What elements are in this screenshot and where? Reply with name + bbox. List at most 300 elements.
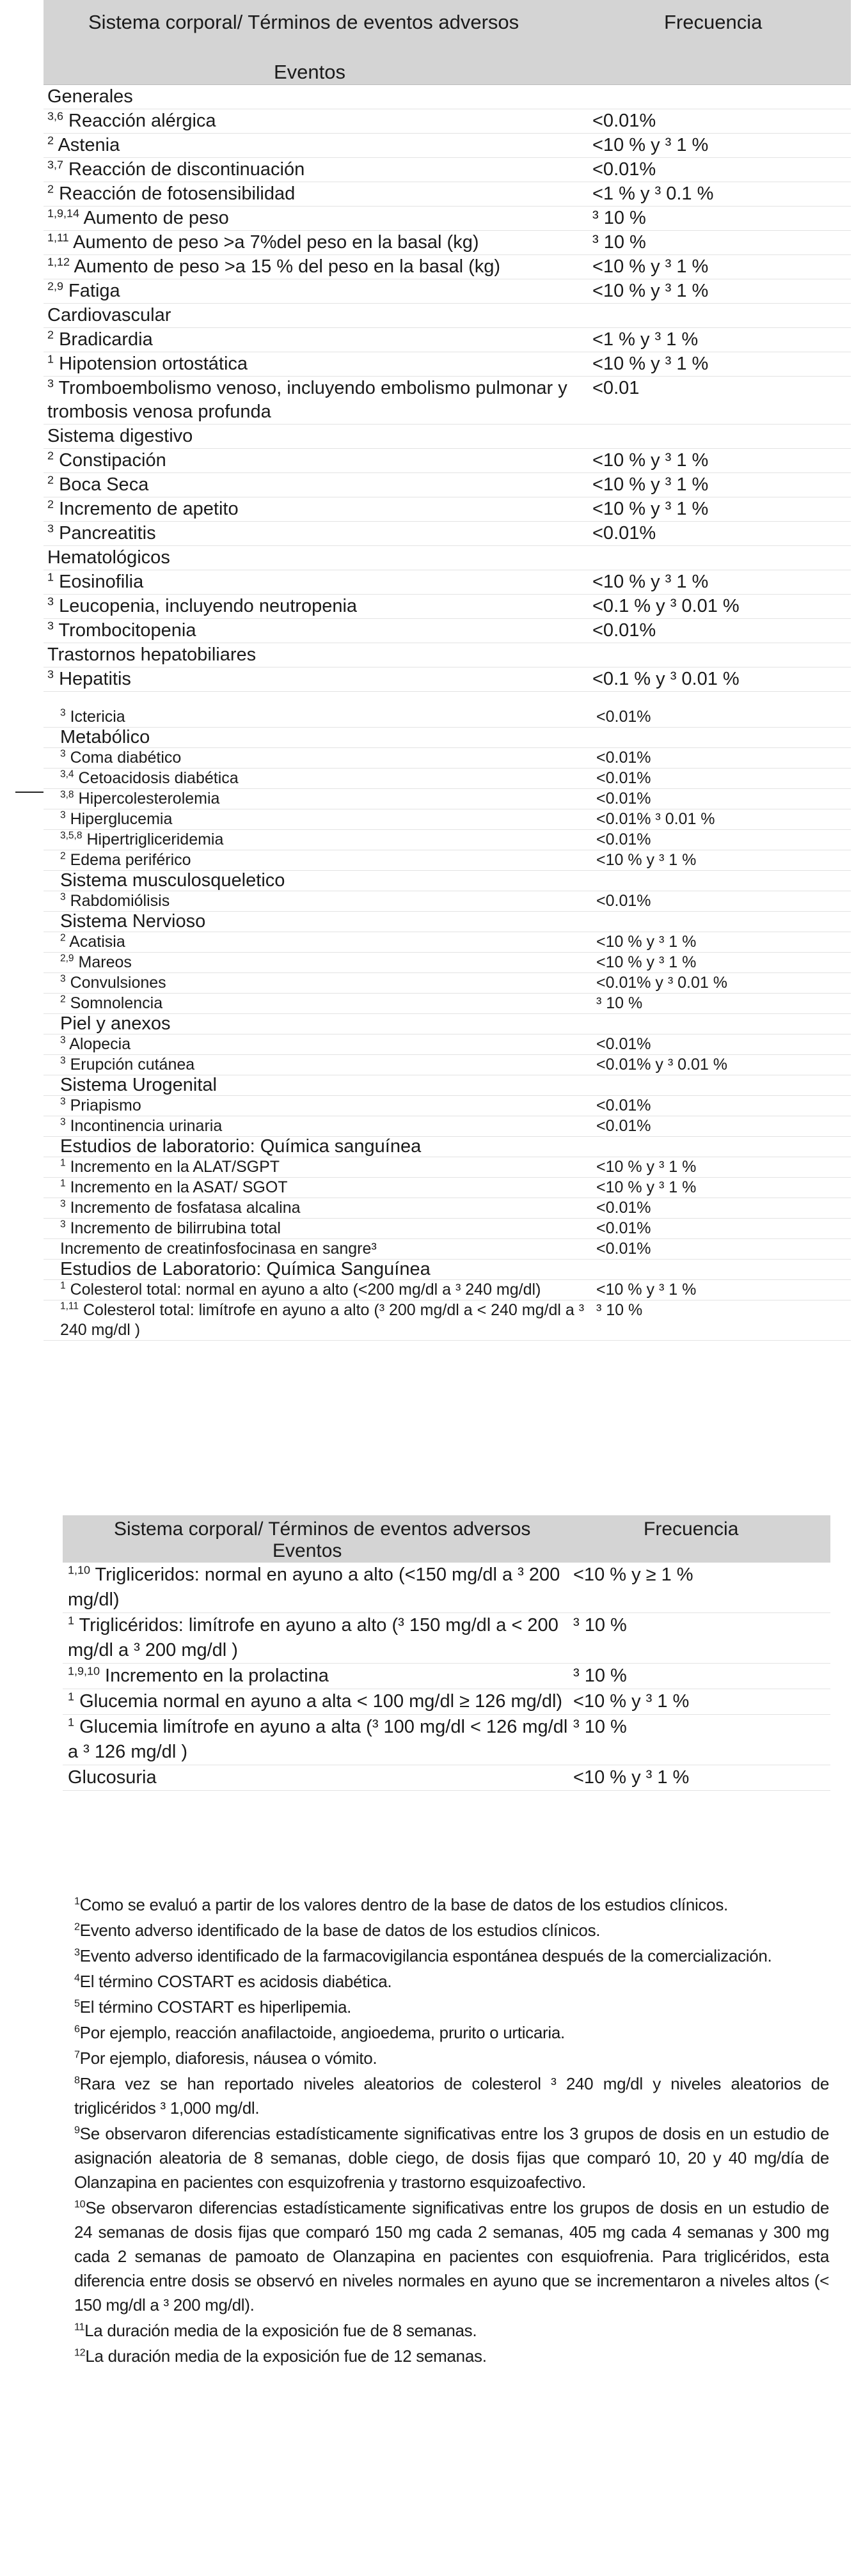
footnote-text: La duración media de la exposición fue de 8 semanas. (84, 2321, 477, 2340)
term-label: Bradicardia (59, 329, 153, 350)
term-label: Alopecia (69, 1035, 131, 1053)
footnote-ref: 3 (60, 809, 66, 821)
footnote-text: Por ejemplo, reacción anafilactoide, angioedema, prurito o urticaria. (79, 2023, 565, 2042)
footnote-ref: 1,11 (60, 1300, 79, 1312)
term-label: Constipación (59, 450, 166, 471)
table-row (44, 973, 851, 994)
event-term (44, 255, 589, 279)
frequency-value: ³ 10 % (573, 1717, 627, 1737)
section-heading (44, 912, 592, 932)
frequency-value: <1 % y ³ 0.1 % (592, 183, 714, 204)
term-label: Convulsiones (70, 974, 166, 992)
term-label: Glucemia normal en ayuno a alta < 100 mg/dl ≥ 126 mg/dl) (79, 1691, 563, 1712)
header-body-system: Sistema corporal/ Términos de eventos adversos (114, 1518, 531, 1540)
event-term (44, 352, 589, 376)
table-row (44, 1055, 851, 1075)
frequency-value: <10 % y ³ 1 % (596, 1178, 697, 1196)
footnote-text: Por ejemplo, diaforesis, náusea o vómito. (79, 2049, 377, 2068)
footnote-ref: 2 (60, 994, 66, 1005)
event-term (63, 1715, 569, 1765)
footnote-ref: 3,6 (47, 109, 63, 123)
table-row (44, 1034, 851, 1055)
event-term (44, 748, 592, 768)
event-term (44, 973, 592, 993)
term-label: Astenia (58, 135, 120, 155)
frequency-value: <0.01 (592, 378, 640, 398)
table-row (44, 789, 851, 809)
table-header (44, 0, 851, 85)
footnote (74, 2344, 829, 2368)
term-label: Mareos (78, 953, 132, 971)
section-heading (44, 1014, 592, 1034)
frequency-value: <0.01% (592, 159, 656, 180)
event-term (44, 279, 589, 303)
table-row (44, 830, 851, 850)
term-label: Edema periférico (70, 851, 191, 869)
footnote-number: 9 (74, 2124, 80, 2136)
footnote (74, 2196, 829, 2317)
event-term (63, 1689, 569, 1714)
section-heading-row (44, 1260, 851, 1280)
footnote-number: 7 (74, 2049, 80, 2061)
frequency-value: <0.01% y ³ 0.01 % (596, 1056, 727, 1073)
table-row (44, 748, 851, 769)
footnote-ref: 3 (47, 667, 54, 681)
footnote-ref: 1 (68, 1614, 74, 1627)
section-heading (44, 728, 592, 747)
frequency-value: <0.01% (596, 1035, 651, 1053)
frequency-value: <0.01% (596, 1097, 651, 1114)
term-label: Triglicéridos: limítrofe en ayuno a alto (³ 150 mg/dl a < 200 mg/dl a ³ 200 mg/dl ) (68, 1615, 558, 1660)
term-label: Aumento de peso >a 15 % del peso en la basal (kg) (74, 256, 501, 277)
footnote-text: Rara vez se han reportado niveles aleatorios de colesterol ³ 240 mg/dl y niveles aleatorios de triglicéridos ³ 1,000 mg/dl. (74, 2074, 829, 2118)
table-row (44, 207, 851, 231)
footnote-ref: 3 (47, 595, 54, 608)
footnote-ref: 2,9 (60, 953, 74, 964)
footnote-ref: 2 (47, 473, 54, 487)
section-heading-row (44, 425, 851, 449)
term-label: Reacción de discontinuación (68, 159, 305, 180)
term-label: Aumento de peso (83, 208, 229, 228)
term-label: Incremento de apetito (59, 499, 239, 519)
frequency-value: <10 % y ³ 1 % (592, 256, 709, 277)
term-label: Hipotension ortostática (59, 354, 248, 374)
footnote-text: Como se evaluó a partir de los valores dentro de la base de datos de los estudios clínicos. (79, 1895, 728, 1914)
frequency-value: <0.01% (596, 892, 651, 910)
event-term (44, 830, 592, 850)
event-term (44, 182, 589, 206)
adverse-events-table-2 (63, 1515, 830, 1791)
table-row (44, 328, 851, 352)
footnote-ref: 3,8 (60, 789, 74, 800)
table-row (44, 570, 851, 595)
term-label: Erupción cutánea (70, 1056, 195, 1073)
event-term (44, 1300, 592, 1340)
table-row (44, 279, 851, 304)
footnote-ref: 3,5,8 (60, 830, 83, 841)
event-term (44, 134, 589, 157)
table-body-continued (44, 707, 851, 1341)
section-heading-row (44, 85, 851, 109)
footnote-ref: 3 (60, 1055, 66, 1066)
frequency-value (589, 304, 851, 327)
frequency-value: <0.01% (596, 1199, 651, 1217)
frequency-value: <0.01% (596, 790, 651, 808)
footnote (74, 1969, 829, 1994)
footnote-number: 3 (74, 1946, 80, 1958)
footnote-ref: 3 (60, 748, 66, 760)
footnote-ref: 3 (60, 1096, 66, 1107)
footnote-number: 11 (74, 2321, 85, 2333)
frequency-value: <0.01% (596, 1117, 651, 1135)
frequency-value: ³ 10 % (592, 232, 646, 253)
term-label: Reacción de fotosensibilidad (59, 183, 296, 204)
term-label: Piel y anexos (60, 1013, 171, 1034)
event-term (44, 953, 592, 972)
frequency-value: ³ 10 % (596, 994, 643, 1012)
frequency-value (589, 85, 851, 109)
table-row (44, 497, 851, 522)
frequency-value (592, 1260, 851, 1279)
event-term (44, 570, 589, 594)
table-row (44, 182, 851, 207)
section-heading-row (44, 304, 851, 328)
event-term (63, 1613, 569, 1663)
footnotes (74, 1893, 829, 2369)
table-row (44, 109, 851, 134)
frequency-value (592, 728, 851, 747)
section-heading (44, 871, 592, 891)
event-term (44, 789, 592, 809)
frequency-value (589, 643, 851, 667)
term-label: Colesterol total: normal en ayuno a alto (<200 mg/dl a ³ 240 mg/dl) (70, 1281, 541, 1299)
footnote (74, 1918, 829, 1942)
table-row (44, 891, 851, 912)
footnote-ref: 2 (60, 850, 66, 862)
table-row (44, 1116, 851, 1137)
frequency-value: <10 % y ³ 1 % (592, 474, 709, 495)
term-label: Hipercolesterolemia (78, 790, 220, 808)
frequency-value: ³ 10 % (592, 208, 646, 228)
term-label: Acatisia (69, 933, 125, 951)
frequency-value: <0.01% y ³ 0.01 % (596, 974, 727, 992)
footnote-ref: 1 (47, 570, 54, 584)
footnote-text: Se observaron diferencias estadísticamente significativas entre los 3 grupos de dosis en un estudio de asignación aleatoria de 8 semanas, doble ciego, de dosis fijas que comparó 10, 20 y 40 mg/día de Olanzapina en pacientes con esquizofrenia y trastorno esquizoafectivo. (74, 2124, 829, 2192)
frequency-value (589, 425, 851, 448)
term-label: Eosinofilia (59, 572, 144, 592)
frequency-value: <0.01% (596, 831, 651, 848)
section-heading (44, 85, 589, 109)
table-row (44, 1280, 851, 1300)
footnote-text: Evento adverso identificado de la base de datos de los estudios clínicos. (79, 1921, 601, 1940)
footnote-ref: 3 (60, 973, 66, 985)
section-heading-row (44, 912, 851, 932)
footnote-ref: 3 (60, 707, 66, 719)
footnote-ref: 2 (47, 134, 54, 147)
table-row (44, 1239, 851, 1260)
frequency-value: <10 % y ³ 1 % (573, 1691, 690, 1712)
event-term (44, 1157, 592, 1177)
term-label: Trigliceridos: normal en ayuno a alto (<150 mg/dl a ³ 200 mg/dl) (68, 1565, 560, 1610)
footnote-number: 12 (74, 2346, 86, 2359)
header-frequency: Frecuencia (664, 11, 763, 33)
event-term (44, 1178, 592, 1198)
event-term (44, 1116, 592, 1136)
frequency-value: ³ 10 % (573, 1666, 627, 1686)
footnote-ref: 3,4 (60, 769, 74, 780)
frequency-value (592, 1075, 851, 1095)
frequency-value (592, 912, 851, 932)
term-label: Incremento de fosfatasa alcalina (70, 1199, 301, 1217)
table-row (44, 1157, 851, 1178)
table-row (44, 377, 851, 425)
term-label: Hipertrigliceridemia (86, 831, 224, 848)
event-term (63, 1563, 569, 1612)
term-label: Sistema Nervioso (60, 911, 206, 932)
table-row (63, 1689, 830, 1715)
frequency-value: <0.01% (596, 769, 651, 787)
event-term (44, 1055, 592, 1075)
table-row (63, 1613, 830, 1664)
frequency-value: <10 % y ³ 1 % (596, 851, 697, 869)
section-heading (44, 546, 589, 570)
term-label: Incremento de bilirrubina total (70, 1219, 281, 1237)
frequency-value: <10 % y ³ 1 % (592, 281, 709, 301)
term-label: Reacción alérgica (68, 111, 216, 131)
footnote-ref: 3 (60, 891, 66, 903)
term-label: Aumento de peso >a 7%del peso en la basal (kg) (73, 232, 479, 253)
event-term (44, 328, 589, 352)
footnote-ref: 3 (47, 377, 54, 390)
table-row (44, 522, 851, 546)
term-label: Coma diabético (70, 749, 182, 767)
event-term (44, 231, 589, 254)
footnote-text: Se observaron diferencias estadísticamente significativas entre los grupos de dosis en un estudio de 24 semanas de dosis fijas que comparó 150 mg cada 2 semanas, 405 mg cada 4 semanas y 300 mg cada 2 semanas de pamoato de Olanzapina en pacientes con esquiofrenia. Para triglicéridos, esta diferencia entre dosis se observó en niveles normales en ayuno que se incrementaron a niveles altos (< 150 mg/dl a ³ 200 mg/dl). (74, 2198, 829, 2314)
table-row (44, 449, 851, 473)
table-header (63, 1515, 830, 1563)
term-label: Glucosuria (68, 1767, 157, 1788)
footnote-number: 6 (74, 2023, 80, 2035)
footnote-number: 1 (74, 1895, 80, 1907)
term-label: Estudios de Laboratorio: Química Sanguínea (60, 1259, 431, 1279)
footnote-ref: 3 (60, 1198, 66, 1210)
term-label: Cetoacidosis diabética (78, 769, 239, 787)
event-term (44, 994, 592, 1013)
term-label: Cardiovascular (47, 305, 171, 325)
term-label: Hiperglucemia (70, 810, 173, 828)
table-row (44, 953, 851, 973)
table-row (44, 932, 851, 953)
frequency-value (592, 1137, 851, 1157)
frequency-value (589, 546, 851, 570)
footnote-number: 8 (74, 2074, 80, 2086)
section-heading-row (44, 871, 851, 891)
section-heading-row (44, 1014, 851, 1034)
term-label: Incremento en la prolactina (105, 1666, 329, 1686)
footnote-ref: 2 (47, 182, 54, 196)
footnote-number: 2 (74, 1921, 80, 1933)
term-label: Incontinencia urinaria (70, 1117, 223, 1135)
footnote-ref: 1 (60, 1280, 66, 1292)
footnote-ref: 2,9 (47, 279, 63, 293)
term-label: Estudios de laboratorio: Química sanguínea (60, 1136, 422, 1157)
footnote (74, 2318, 829, 2343)
footnote-ref: 2 (47, 449, 54, 462)
footnote-ref: 1,9,14 (47, 207, 79, 220)
table-row (44, 707, 851, 728)
frequency-value: <10 % y ³ 1 % (596, 953, 697, 971)
event-term (44, 1239, 592, 1259)
event-term (44, 595, 589, 618)
event-term (44, 1280, 592, 1300)
event-term (44, 1034, 592, 1054)
frequency-value: <10 % y ³ 1 % (573, 1767, 690, 1788)
frequency-value: <10 % y ³ 1 % (596, 1281, 697, 1299)
section-heading (44, 1075, 592, 1095)
event-term (44, 1096, 592, 1116)
event-term (44, 667, 589, 691)
section-heading-row (44, 1075, 851, 1096)
table-row (63, 1563, 830, 1613)
table-row (44, 473, 851, 497)
footnote (74, 2121, 829, 2194)
footnote-ref: 1 (68, 1690, 74, 1703)
table-row (44, 809, 851, 830)
term-label: Colesterol total: limítrofe en ayuno a alto (³ 200 mg/dl a < 240 mg/dl a ³ 240 mg/dl ) (60, 1301, 585, 1339)
footnote (74, 1995, 829, 2019)
term-label: Boca Seca (59, 474, 149, 495)
table-row (44, 667, 851, 692)
section-heading (44, 425, 589, 448)
event-term (44, 158, 589, 182)
table-row (44, 595, 851, 619)
term-label: Glucemia limítrofe en ayuno a alta (³ 100 mg/dl < 126 mg/dl a ³ 126 mg/dl ) (68, 1717, 568, 1762)
table-row (44, 619, 851, 643)
event-term (44, 109, 589, 133)
term-label: Priapismo (70, 1097, 141, 1114)
table-row (44, 1096, 851, 1116)
footnote-ref: 1 (60, 1157, 66, 1169)
event-term (44, 473, 589, 497)
table-row (44, 255, 851, 279)
frequency-value: <0.01% (596, 1240, 651, 1258)
frequency-value: <10 % y ³ 1 % (596, 1158, 697, 1176)
term-label: Metabólico (60, 727, 150, 747)
event-term (44, 707, 592, 727)
footnote (74, 1944, 829, 1968)
frequency-value: <0.1 % y ³ 0.01 % (592, 669, 740, 689)
term-label: Somnolencia (70, 994, 163, 1012)
section-heading (44, 1260, 592, 1279)
margin-dash (15, 792, 44, 793)
footnote-text: La duración media de la exposición fue de 12 semanas. (85, 2346, 487, 2366)
section-heading-row (44, 643, 851, 667)
footnote-ref: 1 (60, 1178, 66, 1189)
frequency-value (592, 871, 851, 891)
table-row (63, 1715, 830, 1765)
frequency-value (592, 1014, 851, 1034)
frequency-value: ³ 10 % (573, 1615, 627, 1635)
footnote-text: El término COSTART es acidosis diabética. (79, 1972, 392, 1991)
frequency-value: <0.01% (596, 749, 651, 767)
term-label: Trastornos hepatobiliares (47, 644, 257, 665)
adverse-events-table-1 (44, 0, 851, 1341)
footnote (74, 1893, 829, 1917)
event-term (44, 769, 592, 788)
frequency-value: <0.01% ³ 0.01 % (596, 810, 715, 828)
footnote-number: 4 (74, 1972, 80, 1984)
frequency-value: <10 % y ³ 1 % (592, 135, 709, 155)
event-term (44, 1219, 592, 1238)
footnote-ref: 1,9,10 (68, 1664, 100, 1678)
table-row (44, 1219, 851, 1239)
event-term (63, 1664, 569, 1689)
table-row (44, 1300, 851, 1341)
header-frequency: Frecuencia (644, 1518, 739, 1540)
event-term (44, 377, 589, 424)
event-term (44, 619, 589, 643)
term-label: Trombocitopenia (58, 620, 196, 641)
event-term (44, 932, 592, 952)
footnote-ref: 3,7 (47, 158, 63, 171)
term-label: Generales (47, 86, 133, 107)
frequency-value: <0.01% (592, 620, 656, 641)
frequency-value: <1 % y ³ 1 % (592, 329, 699, 350)
footnote-ref: 3 (60, 1219, 66, 1230)
section-heading-row (44, 546, 851, 570)
table-row (44, 1178, 851, 1198)
term-label: Pancreatitis (59, 523, 156, 543)
footnote-ref: 1 (47, 352, 54, 366)
term-label: Incremento de creatinfosfocinasa en sangre³ (60, 1240, 377, 1258)
term-label: Hepatitis (59, 669, 131, 689)
footnote-ref: 2 (47, 497, 54, 511)
table-row (44, 134, 851, 158)
footnote-ref: 3 (60, 1116, 66, 1128)
footnote-ref: 1,12 (47, 255, 70, 269)
frequency-value: <10 % y ³ 1 % (596, 933, 697, 951)
footnote-ref: 2 (60, 932, 66, 944)
footnote-number: 5 (74, 1997, 80, 2010)
table-body (63, 1563, 830, 1791)
footnote (74, 2072, 829, 2120)
frequency-value: <10 % y ³ 1 % (592, 572, 709, 592)
footnote-ref: 1,10 (68, 1563, 90, 1577)
frequency-value: <10 % y ³ 1 % (592, 450, 709, 471)
table-body (44, 85, 851, 692)
term-label: Ictericia (70, 708, 125, 726)
frequency-value: <0.01% (596, 708, 651, 726)
event-term (44, 891, 592, 911)
section-heading (44, 304, 589, 327)
section-heading-row (44, 728, 851, 748)
frequency-value: <10 % y ³ 1 % (592, 354, 709, 374)
table-row (63, 1664, 830, 1689)
term-label: Leucopenia, incluyendo neutropenia (59, 596, 358, 616)
footnote-ref: 3 (47, 619, 54, 632)
event-term (44, 1198, 592, 1218)
term-label: Incremento en la ALAT/SGPT (70, 1158, 280, 1176)
frequency-value: <0.01% (592, 523, 656, 543)
footnote-ref: 1 (68, 1715, 74, 1729)
footnote-ref: 2 (47, 328, 54, 341)
footnote (74, 2046, 829, 2070)
frequency-value: <0.01% (592, 111, 656, 131)
header-body-system: Sistema corporal/ Términos de eventos adversos (88, 11, 519, 33)
footnote-text: El término COSTART es hiperlipemia. (79, 1997, 352, 2017)
frequency-value: <0.1 % y ³ 0.01 % (592, 596, 740, 616)
event-term (63, 1765, 569, 1790)
